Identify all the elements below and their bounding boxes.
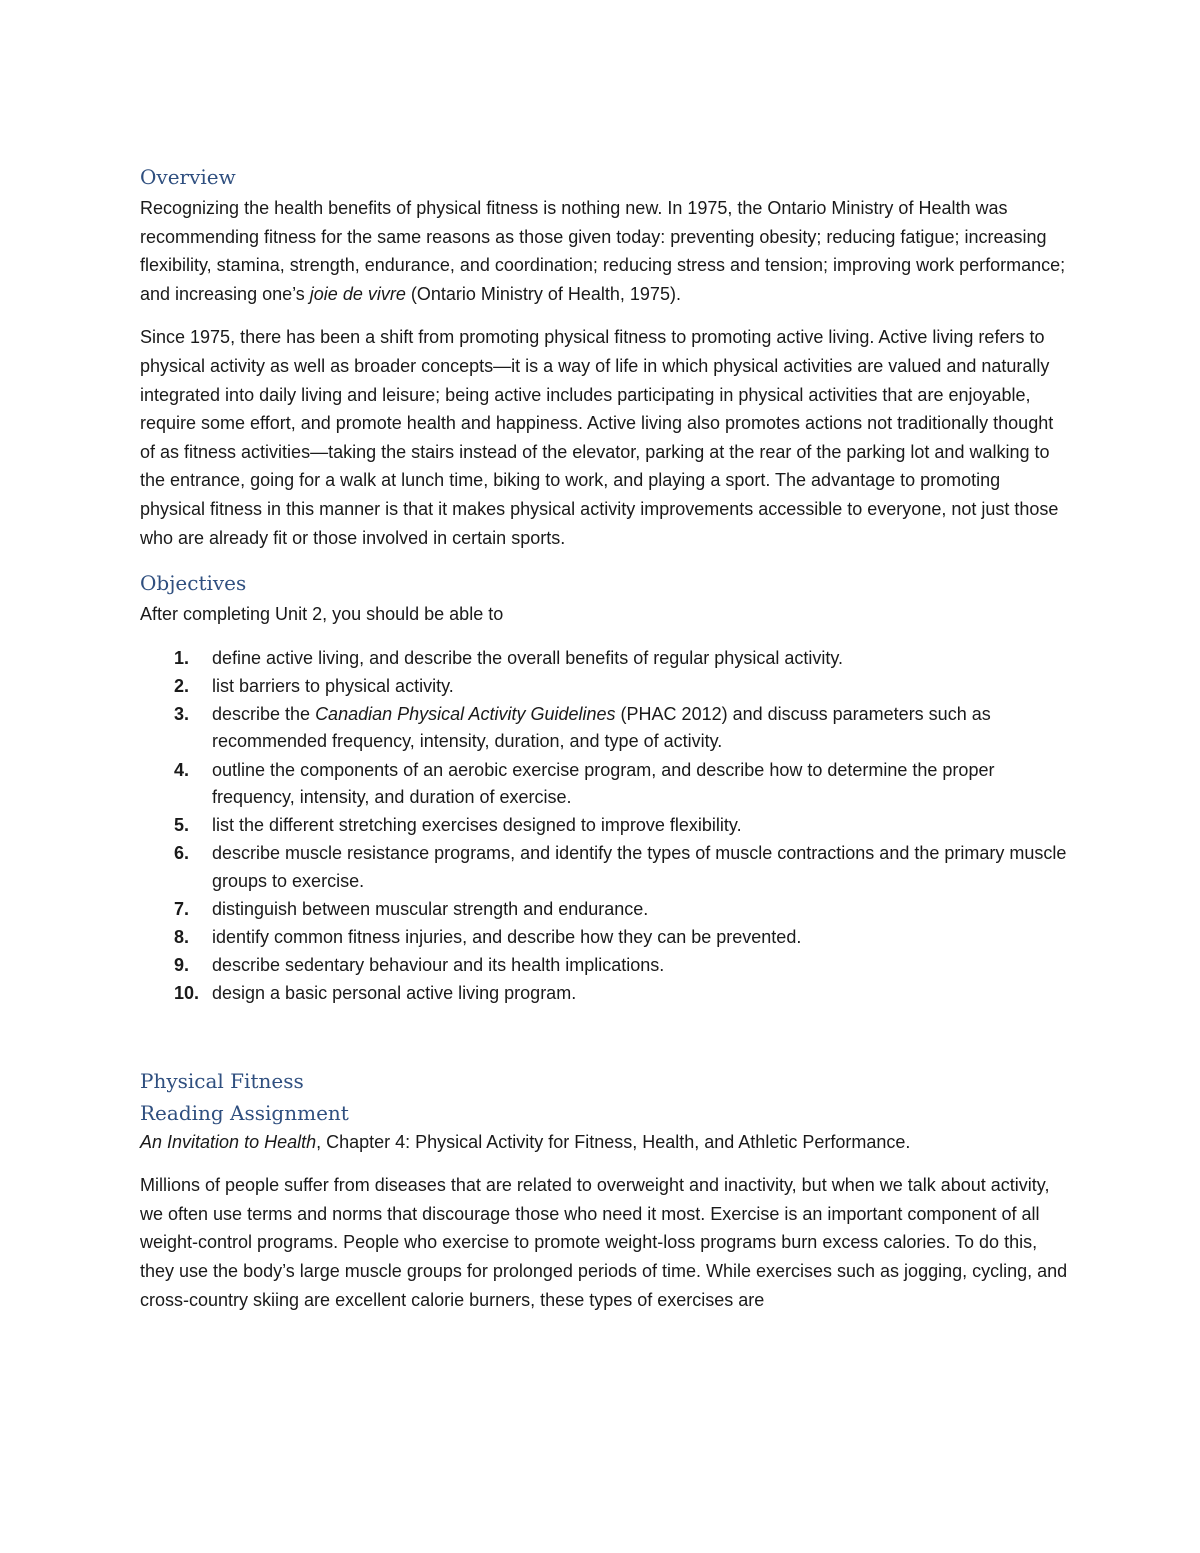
- objective-number: 10.: [174, 983, 200, 1004]
- objective-item: [140, 952, 1070, 980]
- objective-text: define active living, and describe the overall benefits of regular physical activity.: [212, 647, 844, 668]
- objective-text: describe muscle resistance programs, and identify the types of muscle contractions and the primary muscle groups to exercise.: [212, 843, 1067, 891]
- objectives-intro: After completing Unit 2, you should be able to: [140, 604, 504, 625]
- overview-paragraph-1: [140, 194, 1070, 308]
- objective-item: [140, 840, 1070, 895]
- objectives-list: [140, 645, 1070, 1008]
- overview-paragraph-2: Since 1975, there has been a shift from promoting physical fitness to promoting active living. Active living refers to physical activity as well as broader concepts—it is a way of life in which physical activities are valued and naturally integrated into daily living and leisure; being active includes participating in physical activities that are enjoyable, require some effort, and promote health and happiness. Active living also promotes actions not traditionally thought of as fitness activities—taking the stairs instead of the elevator, parking at the rear of the parking lot and walking to the entrance, going for a walk at lunch time, biking to work, and playing a sport. The advantage to promoting physical fitness in this manner is that it makes physical activity improvements accessible to everyone, not just those who are already fit or those involved in certain sports.: [140, 327, 1059, 548]
- objective-text-post: (PHAC 2012) and discuss parameters such as recommended frequency, intensity, duration, and type of activity.: [212, 703, 991, 752]
- physical-fitness-paragraph: Millions of people suffer from diseases that are related to overweight and inactivity, but when we talk about activity, we often use terms and norms that discourage those who need it most. Exercise is an important component of all weight-control programs. People who exercise to promote weight-loss programs burn excess calories. To do this, they use the body’s large muscle groups for prolonged periods of time. While exercises such as jogging, cycling, and cross-country skiing are excellent calorie burners, these types of exercises are: [140, 1175, 1068, 1310]
- physical-fitness-heading: Physical Fitness: [140, 1068, 304, 1093]
- document-page: [140, 160, 1070, 1314]
- objective-text: design a basic personal active living program.: [212, 983, 577, 1004]
- objective-item: [140, 812, 1070, 840]
- objective-text: list barriers to physical activity.: [212, 675, 454, 696]
- objective-item: [140, 673, 1070, 701]
- objective-number: 6.: [174, 843, 190, 864]
- objective-text: identify common fitness injuries, and describe how they can be prevented.: [212, 926, 802, 947]
- guidelines-title-italic: Canadian Physical Activity Guidelines: [315, 703, 616, 724]
- objective-number: 1.: [174, 647, 190, 668]
- objective-text: describe sedentary behaviour and its health implications.: [212, 954, 665, 975]
- objective-number: 3.: [174, 703, 190, 724]
- objectives-heading: Objectives: [140, 571, 247, 596]
- objective-item: [140, 924, 1070, 952]
- objective-item: [140, 980, 1070, 1008]
- objective-number: 5.: [174, 815, 190, 836]
- book-title-italic: An Invitation to Health: [140, 1131, 317, 1152]
- objective-text-pre: describe the: [212, 703, 316, 724]
- objective-number: 2.: [174, 675, 190, 696]
- objective-text: distinguish between muscular strength and endurance.: [212, 898, 649, 919]
- objective-number: 7.: [174, 898, 190, 919]
- objective-text: outline the components of an aerobic exercise program, and describe how to determine the proper frequency, intensity, and duration of exercise.: [212, 759, 995, 807]
- reading-assignment-rest: , Chapter 4: Physical Activity for Fitness, Health, and Athletic Performance.: [316, 1131, 911, 1152]
- reading-assignment-citation: [140, 1128, 1070, 1157]
- objective-number: 9.: [174, 954, 190, 975]
- objective-number: 4.: [174, 759, 190, 780]
- objective-item: [140, 896, 1070, 924]
- objective-item: [140, 645, 1070, 673]
- objective-item: [140, 701, 1070, 756]
- objective-item: [140, 757, 1070, 812]
- objective-number: 8.: [174, 926, 190, 947]
- objective-text: list the different stretching exercises designed to improve flexibility.: [212, 815, 742, 836]
- overview-paragraph-1-text: Recognizing the health benefits of physical fitness is nothing new. In 1975, the Ontario Ministry of Health was recommending fitness for the same reasons as those given today: preventing obesity; reducing fatigue; increasing flexibility, stamina, strength, endurance, and coordination; reducing stress and tension; improving work performance; and increasing one’s: [140, 198, 1066, 304]
- overview-paragraph-1-tail: (Ontario Ministry of Health, 1975).: [405, 283, 681, 304]
- overview-heading: Overview: [140, 165, 236, 189]
- reading-assignment-heading: Reading Assignment: [140, 1100, 349, 1125]
- joie-de-vivre-italic: joie de vivre: [309, 283, 406, 304]
